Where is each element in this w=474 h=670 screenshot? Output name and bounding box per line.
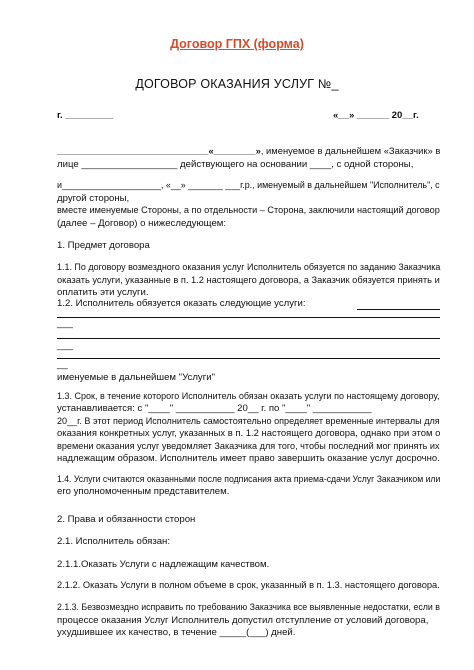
services-blank-line-2 <box>57 317 440 318</box>
clause-1-3-line-5: времени оказания услуг уведомляет Заказчика для того, чтобы последний мог принять их <box>57 441 440 452</box>
clause-1-1-line-3: оплатить эти услуги. <box>57 287 149 298</box>
services-blank-short-2: ___ <box>57 340 74 351</box>
clause-1-4-line-2: его уполномоченным представителем. <box>57 486 230 497</box>
services-blank-short-1: ___ <box>57 318 74 329</box>
section-1-heading: 1. Предмет договора <box>57 240 150 251</box>
clause-2-1-3-line-1: 2.1.3. Безвозмездно исправить по требованию Заказчика все выявленные недостатки, если в <box>57 602 440 613</box>
parties-line-6: (далее – Договор) о нижеследующем: <box>57 218 227 229</box>
clause-1-3-line-3: 20__г. В этот период Исполнитель самостоятельно определяет временные интервалы для <box>57 416 440 427</box>
clause-1-3-line-4: оказания конкретных услуг, указанных в п. 1.2 настоящего договора, однако при этом о <box>57 428 441 439</box>
clause-1-2-line-1: 1.2. Исполнитель обязуется оказать следующие услуги: <box>57 298 306 309</box>
clause-2-1-1: 2.1.1.Оказать Услуги с надлежащим качеством. <box>57 559 270 570</box>
form-title-link[interactable]: Договор ГПХ (форма) <box>170 37 304 51</box>
services-blank-end: __ <box>57 359 68 370</box>
clause-1-3-line-6: надлежащим образом. Исполнитель имеет право завершить оказание услуг досрочно. <box>57 453 440 464</box>
parties-line-3: и____________________, «__» _______ ___г.р., именуемый в дальнейшем "Исполнитель", с <box>57 180 440 191</box>
clause-1-3-line-2: устанавливается: с "____" ___________ 20__ г. по "____" ___________ <box>57 403 372 414</box>
parties-line-5: вместе именуемые Стороны, а по отдельности – Сторона, заключили настоящий договор <box>57 205 440 216</box>
clause-2-1: 2.1. Исполнитель обязан: <box>57 536 171 547</box>
services-blank-line-3 <box>57 338 440 339</box>
clause-1-2-ending: именуемые в дальнейшем "Услуги" <box>57 372 215 383</box>
services-blank-line-4 <box>57 358 440 359</box>
clause-2-1-2: 2.1.2. Оказать Услуги в полном объеме в срок, указанный в п. 1.3. настоящего договора. <box>57 580 440 591</box>
section-2-heading: 2. Права и обязанности сторон <box>57 514 196 525</box>
contract-date-field: «__» ______ 20__г. <box>333 110 419 121</box>
contract-title: ДОГОВОР ОКАЗАНИЯ УСЛУГ №_ <box>135 77 339 91</box>
services-blank-line-1 <box>357 309 440 310</box>
clause-1-1-line-1: 1.1. По договору возмездного оказания услуг Исполнитель обязуется по заданию Заказчика <box>57 262 441 273</box>
clause-1-1-line-2: оказать услуги, указанные в п. 1.2 настоящего договора, а Заказчик обязуется принять и <box>57 275 440 286</box>
parties-line-2: лице __________________ действующего на основании ____, с одной стороны, <box>57 159 414 170</box>
clause-2-1-3-line-2: процессе оказания Услуг Исполнитель допустил отступление от условий договора, <box>57 615 429 626</box>
parties-line-4: другой стороны, <box>57 193 130 204</box>
city-field: г. _________ <box>57 110 114 121</box>
clause-1-3-line-1: 1.3. Срок, в течение которого Исполнитель обязан оказать услуги по настоящему договору, <box>57 391 440 402</box>
clause-2-1-3-line-3: ухудшившее их качество, в течение _____(___) дней. <box>57 627 296 638</box>
clause-1-4-line-1: 1.4. Услуги считаются оказанными после подписания акта приема-сдачи Услуг Заказчиком или <box>57 474 441 485</box>
parties-line-1: _____________________________«________», именуемое в дальнейшем «Заказчик» в <box>57 146 441 157</box>
